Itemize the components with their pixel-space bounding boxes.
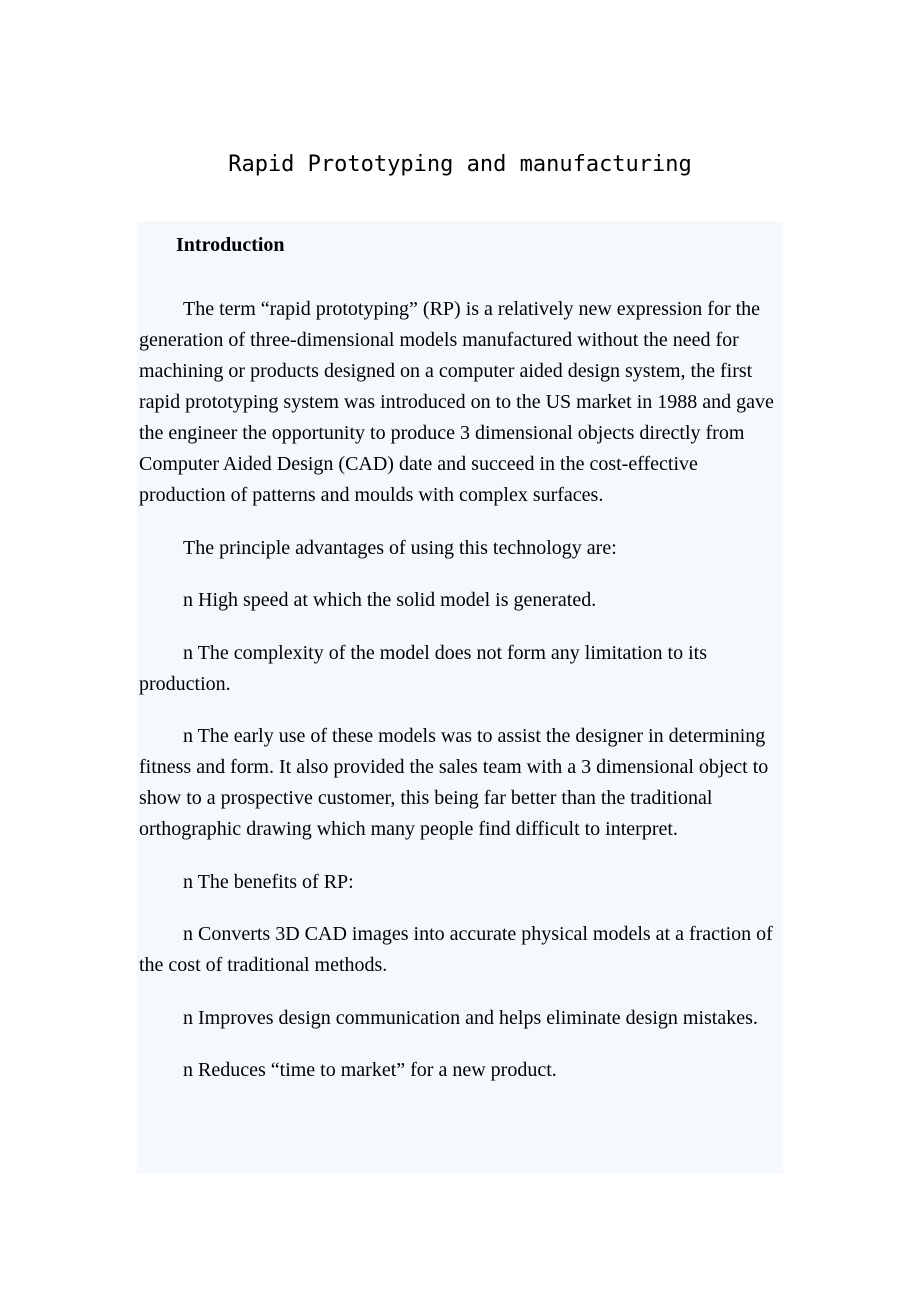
list-item-early-use: n The early use of these models was to assist the designer in determining fitness and form. It also provided the sales team with a 3 dimensional object to show to a prospective customer, this being far better than the traditional orthographic drawing which many people find difficult to interpret. — [139, 725, 769, 840]
paragraph-rp-definition: The term “rapid prototyping” (RP) is a relatively new expression for the generation of three-dimensional models manufactured without the need for machining or products designed on a computer aided design system, the first rapid prototyping system was introduced on to the US market in 1988 and gave the engineer the opportunity to produce 3 dimensional objects directly from Computer Aided Design (CAD) date and succeed in the cost-effective production of patterns and moulds with complex surfaces. — [139, 298, 774, 506]
section-heading-introduction: Introduction — [176, 234, 285, 256]
list-item-design-communication: n Improves design communication and helps eliminate design mistakes. — [183, 1006, 758, 1029]
list-item-time-to-market: n Reduces “time to market” for a new product. — [183, 1059, 557, 1081]
document-title: Rapid Prototyping and manufacturing — [228, 152, 692, 177]
list-item-high-speed: n High speed at which the solid model is generated. — [183, 589, 597, 611]
list-item-benefits-heading: n The benefits of RP: — [183, 870, 354, 893]
list-item-complexity: n The complexity of the model does not form any limitation to its production. — [139, 641, 707, 695]
paragraph-advantages-intro: The principle advantages of using this technology are: — [183, 536, 617, 559]
list-item-converts-cad: n Converts 3D CAD images into accurate physical models at a fraction of the cost of traditional methods. — [139, 923, 773, 976]
body-text — [139, 294, 779, 1108]
